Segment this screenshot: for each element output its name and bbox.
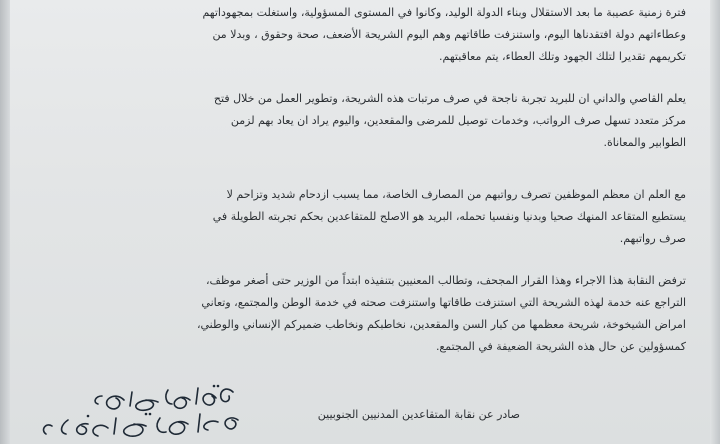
- text-line: مركز متعدد تسهل صرف الرواتب، وخدمات توصيل للمرضى والمقعدين، واليوم يراد ان يعاد بهم لزمن: [230, 114, 686, 127]
- paragraph-2: [86, 88, 686, 154]
- text-line: التراجع عنه خدمة لهذه الشريحة التي استنزفت طاقاتها واستنزفت صحته في خدمة الوطن والمجتمع، وتعاني: [201, 296, 686, 309]
- issuer-line: صادر عن نقابة المتقاعدين المدنيين الجنوبيين: [317, 408, 520, 421]
- text-line: كمسؤولين عن حال هذه الشريحة الضعيفة في المجتمع.: [435, 340, 686, 353]
- text-line: امراض الشيخوخة، شريحة معظمها من كبار السن والمقعدين، نخاطبكم ونخاطب ضميركم الإنساني والوطني،: [196, 318, 686, 331]
- paragraph-3: [86, 184, 686, 250]
- text-line: ترفض النقابة هذا الاجراء وهذا القرار المجحف، وتطالب المعنيين بتنفيذه ابتداً من الوزير حتى أصغر موظف،: [205, 274, 686, 287]
- paragraph-4: [86, 270, 686, 358]
- text-line: فترة زمنية عصيبة ما بعد الاستقلال وبناء الدولة الوليد، وكانوا في المستوى المسؤولية، واستغلت بمجهوداتهم: [202, 6, 686, 19]
- text-line: يستطيع المتقاعد المنهك صحيا وبدنيا ونفسيا تحمله، البريد هو الاصلح للمتقاعدين بحكم تجربته الطويلة في: [212, 210, 686, 223]
- text-line: الطوابير والمعاناة.: [603, 136, 686, 149]
- text-line: مع العلم ان معظم الموظفين تصرف رواتبهم من المصارف الخاصة، مما يسبب ازدحام شديد وتزاحم لا: [226, 188, 686, 201]
- photo-edge-right: [710, 0, 720, 444]
- paragraph-1: [86, 2, 686, 68]
- photo-edge-left: [0, 0, 10, 444]
- handwritten-signature: [28, 378, 258, 442]
- text-line: يعلم القاصي والداني ان للبريد تجربة ناجحة في صرف مرتبات هذه الشريحة، وتطوير العمل من خلال فتح: [213, 92, 686, 105]
- text-line: تكريمهم تقديرا لتلك الجهود وتلك العطاء، يتم معاقبتهم.: [439, 50, 686, 63]
- text-line: وعطاءاتهم دولة افتقدناها اليوم، واستنزفت طاقاتهم وهم اليوم الشريحة الأضعف، صحة وحقوق ، وبدلا من: [212, 28, 686, 41]
- text-line: صرف رواتبهم.: [619, 232, 686, 245]
- document-page: [10, 0, 710, 444]
